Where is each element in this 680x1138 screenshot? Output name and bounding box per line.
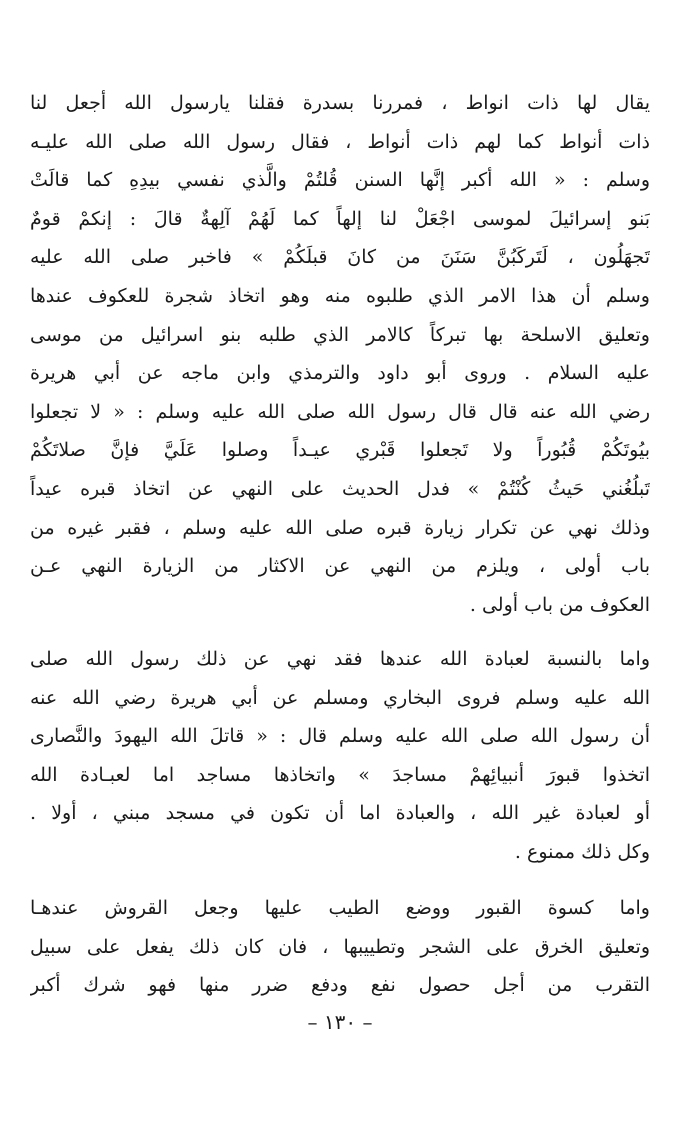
text-line: بيُوتَكُمْ قُبُوراً ولا تَجعلوا قَبْري عيـداً وصلوا عَلَيَّ فإنَّ صلاتَكُمْ <box>30 439 650 462</box>
text-line: العكوف من باب أولى . <box>469 593 650 616</box>
text-line: وسلم أن هذا الامر الذي طلبوه منه وهو اتخاذ شجرة للعكوف عندها <box>30 284 650 307</box>
text-line: اتخذوا قبورَ أنبيائِهمْ مساجدَ » واتخاذها مساجد اما لعبـادة الله <box>30 763 650 786</box>
text-line: تَبلُغُني حَيثُ كُنْتُمْ » فدل الحديث على النهي عن اتخاذ قبره عيداً <box>30 477 650 500</box>
text-line: بَنو إسرائيلَ لموسى اجْعَلْ لنا إلهاً كما لَهُمْ آلِهةٌ قالَ : إنكمْ قومٌ <box>30 207 650 230</box>
page-number: – ١٣٠ – <box>307 1010 373 1034</box>
paragraph-2 <box>30 640 650 872</box>
text-line: تَجهَلُون ، لَتَركَبُنَّ سَنَنَ من كانَ قبلَكُمْ » فاخبر صلى الله عليه <box>30 246 650 269</box>
text-line: وذلك نهي عن تكرار زيارة قبره صلى الله عليه وسلم ، فقبر غيره من <box>30 516 650 539</box>
text-line: رضي الله عنه قال قال رسول الله صلى الله عليه وسلم : « لا تجعلوا <box>30 400 650 423</box>
text-line: واما بالنسبة لعبادة الله عندها فقد نهي عن ذلك رسول الله صلى <box>30 648 650 670</box>
text-line: أو لعبادة غير الله ، والعبادة اما أن تكون في مسجد مبني ، أولا . <box>30 802 650 825</box>
text-line: عليه السلام . وروى أبو داود والترمذي وابن ماجه عن أبي هريرة <box>30 362 650 385</box>
text-line: وتعليق الخرق على الشجر وتطييبها ، فان كان ذلك يفعل على سبيل <box>30 935 650 958</box>
text-line: الله عليه وسلم فروى البخاري ومسلم عن أبي هريرة رضي الله عنه <box>30 686 650 709</box>
paragraph-3 <box>30 889 650 1005</box>
text-line: واما كسوة القبور ووضع الطيب عليها وجعل القروش عندهـا <box>30 897 650 919</box>
text-line: أن رسول الله صلى الله عليه وسلم قال : « قاتلَ الله اليهودَ والنَّصارى <box>30 725 650 748</box>
paragraph-1 <box>30 84 650 624</box>
text-line: التقرب من أجل حصول نفع ودفع ضرر منها فهو شرك أكبر <box>30 974 650 997</box>
text-line: وسلم : « الله أكبر إنَّها السنن قُلتُمْ والَّذي نفسي بيدِهِ كما قالَتْ <box>30 169 650 192</box>
text-line: وتعليق الاسلحة بها تبركاً كالامر الذي طلبه بنو اسرائيل من موسى <box>30 323 650 346</box>
text-line: ذات أنواط كما لهم ذات أنواط ، فقال رسول الله صلى الله عليـه <box>30 130 650 153</box>
text-line: يقال لها ذات انواط ، فمررنا بسدرة فقلنا يارسول الله أجعل لنا <box>30 92 650 114</box>
text-line: باب أولى ، ويلزم من النهي عن الاكثار من الزيارة النهي عـن <box>30 555 650 578</box>
text-line: وكل ذلك ممنوع . <box>514 840 650 863</box>
